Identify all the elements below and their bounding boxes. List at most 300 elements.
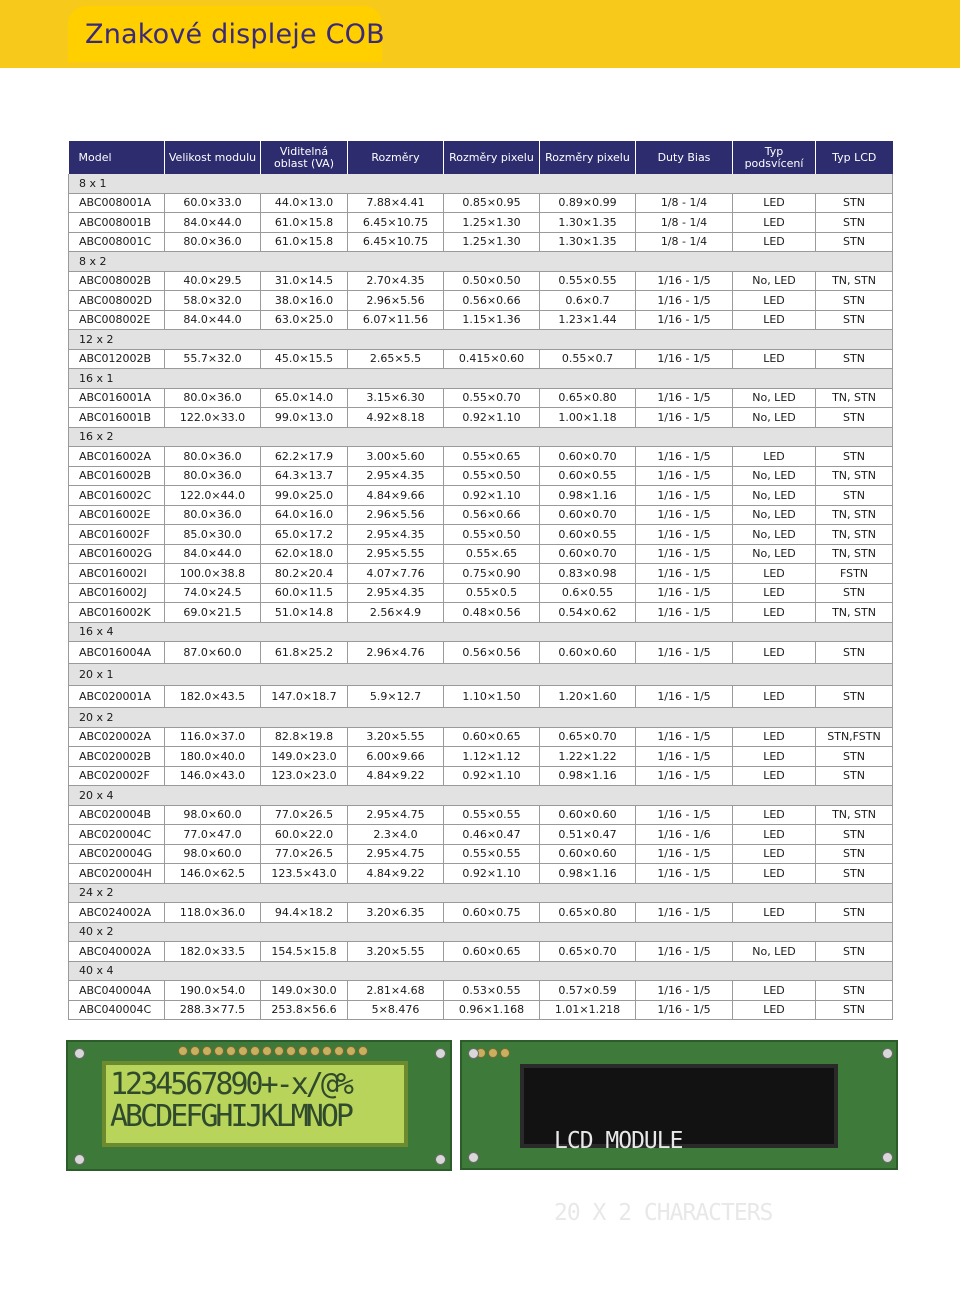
- table-cell: ABC040002A: [69, 942, 165, 962]
- table-cell: 0.89×0.99: [540, 193, 636, 213]
- table-cell: 1/16 - 1/5: [636, 544, 733, 564]
- table-cell: 1/16 - 1/5: [636, 486, 733, 506]
- table-cell: 2.81×4.68: [348, 981, 444, 1001]
- table-cell: 0.98×1.16: [540, 766, 636, 786]
- table-row: [69, 232, 893, 252]
- table-cell: LED: [733, 232, 816, 252]
- table-cell: 44.0×13.0: [261, 193, 348, 213]
- table-cell: 62.0×18.0: [261, 544, 348, 564]
- connector-pin: [226, 1046, 236, 1056]
- table-cell: 0.56×0.66: [444, 505, 540, 525]
- table-cell: LED: [733, 747, 816, 767]
- table-cell: 0.98×1.16: [540, 486, 636, 506]
- table-cell: 1/16 - 1/5: [636, 525, 733, 545]
- table-cell: STN: [816, 844, 893, 864]
- table-cell: 1/16 - 1/5: [636, 864, 733, 884]
- table-cell: 0.51×0.47: [540, 825, 636, 845]
- connector-pin: [202, 1046, 212, 1056]
- table-cell: 180.0×40.0: [165, 747, 261, 767]
- table-cell: No, LED: [733, 388, 816, 408]
- table-cell: ABC008002B: [69, 271, 165, 291]
- table-cell: 0.54×0.62: [540, 603, 636, 623]
- table-cell: 1/16 - 1/5: [636, 349, 733, 369]
- table-cell: 100.0×38.8: [165, 564, 261, 584]
- table-cell: 0.96×1.168: [444, 1000, 540, 1020]
- table-cell: 123.0×23.0: [261, 766, 348, 786]
- table-row: [69, 466, 893, 486]
- table-cell: 0.60×0.60: [540, 805, 636, 825]
- table-cell: LED: [733, 642, 816, 664]
- table-cell: 0.55×0.50: [444, 466, 540, 486]
- spec-table-container: [68, 141, 892, 1020]
- mounting-hole: [882, 1048, 893, 1059]
- table-cell: 4.84×9.22: [348, 864, 444, 884]
- table-cell: 0.65×0.80: [540, 388, 636, 408]
- table-cell: 1/16 - 1/5: [636, 388, 733, 408]
- table-row: [69, 642, 893, 664]
- table-cell: TN, STN: [816, 505, 893, 525]
- table-cell: ABC008002E: [69, 310, 165, 330]
- table-cell: No, LED: [733, 942, 816, 962]
- table-cell: 80.0×36.0: [165, 232, 261, 252]
- table-cell: 0.60×0.60: [540, 844, 636, 864]
- table-cell: 0.60×0.65: [444, 942, 540, 962]
- table-cell: 0.55×.65: [444, 544, 540, 564]
- table-cell: 1/16 - 1/5: [636, 727, 733, 747]
- table-cell: 77.0×47.0: [165, 825, 261, 845]
- table-cell: 2.95×4.75: [348, 805, 444, 825]
- table-cell: ABC016002E: [69, 505, 165, 525]
- table-cell: 1/16 - 1/5: [636, 505, 733, 525]
- table-cell: 2.95×4.35: [348, 466, 444, 486]
- table-cell: 0.55×0.55: [444, 805, 540, 825]
- table-cell: 60.0×11.5: [261, 583, 348, 603]
- table-row: [69, 291, 893, 311]
- table-cell: 1/16 - 1/5: [636, 603, 733, 623]
- table-cell: 61.8×25.2: [261, 642, 348, 664]
- table-cell: ABC008002D: [69, 291, 165, 311]
- green-lcd-line-1: 1234567890+-x/@%: [110, 1067, 351, 1102]
- table-cell: 84.0×44.0: [165, 310, 261, 330]
- table-cell: ABC040004A: [69, 981, 165, 1001]
- connector-pin: [310, 1046, 320, 1056]
- table-cell: 0.55×0.55: [444, 844, 540, 864]
- connector-pin: [322, 1046, 332, 1056]
- table-cell: STN: [816, 686, 893, 708]
- table-cell: 122.0×44.0: [165, 486, 261, 506]
- table-row: [69, 981, 893, 1001]
- table-row: [69, 603, 893, 623]
- table-cell: STN: [816, 349, 893, 369]
- table-cell: STN: [816, 310, 893, 330]
- table-cell: 77.0×26.5: [261, 844, 348, 864]
- table-cell: 0.48×0.56: [444, 603, 540, 623]
- table-cell: 1/16 - 1/5: [636, 466, 733, 486]
- table-cell: 0.53×0.55: [444, 981, 540, 1001]
- table-cell: 82.8×19.8: [261, 727, 348, 747]
- connector-pin: [274, 1046, 284, 1056]
- header-row: [69, 141, 893, 174]
- table-cell: 146.0×62.5: [165, 864, 261, 884]
- table-cell: 77.0×26.5: [261, 805, 348, 825]
- table-cell: 0.75×0.90: [444, 564, 540, 584]
- table-cell: 0.6×0.7: [540, 291, 636, 311]
- table-cell: 1/16 - 1/5: [636, 686, 733, 708]
- table-cell: STN: [816, 766, 893, 786]
- table-cell: 1/16 - 1/5: [636, 291, 733, 311]
- table-cell: LED: [733, 686, 816, 708]
- table-cell: 60.0×22.0: [261, 825, 348, 845]
- table-cell: 0.55×0.65: [444, 447, 540, 467]
- table-cell: 51.0×14.8: [261, 603, 348, 623]
- table-cell: ABC008001B: [69, 213, 165, 233]
- table-cell: 190.0×54.0: [165, 981, 261, 1001]
- table-cell: ABC008001A: [69, 193, 165, 213]
- table-cell: 94.4×18.2: [261, 903, 348, 923]
- table-cell: 65.0×17.2: [261, 525, 348, 545]
- table-cell: 0.55×0.50: [444, 525, 540, 545]
- table-cell: 7.88×4.41: [348, 193, 444, 213]
- table-cell: 0.92×1.10: [444, 766, 540, 786]
- connector-pin: [346, 1046, 356, 1056]
- table-cell: 149.0×23.0: [261, 747, 348, 767]
- table-cell: ABC020002A: [69, 727, 165, 747]
- table-row: [69, 388, 893, 408]
- table-cell: 1/16 - 1/5: [636, 942, 733, 962]
- table-cell: 1.01×1.218: [540, 1000, 636, 1020]
- table-cell: LED: [733, 583, 816, 603]
- table-row: [69, 583, 893, 603]
- table-cell: 64.3×13.7: [261, 466, 348, 486]
- table-row: [69, 727, 893, 747]
- table-cell: 1/16 - 1/5: [636, 564, 733, 584]
- group-label: 8 x 1: [69, 174, 893, 193]
- table-cell: ABC020004H: [69, 864, 165, 884]
- table-row: [69, 505, 893, 525]
- table-body: [69, 174, 893, 1020]
- table-cell: 3.00×5.60: [348, 447, 444, 467]
- connector-pin: [178, 1046, 188, 1056]
- table-cell: STN: [816, 447, 893, 467]
- table-cell: No, LED: [733, 525, 816, 545]
- table-cell: 4.84×9.66: [348, 486, 444, 506]
- mounting-hole: [435, 1154, 446, 1165]
- table-cell: 99.0×13.0: [261, 408, 348, 428]
- group-row: [69, 786, 893, 806]
- table-cell: 1.10×1.50: [444, 686, 540, 708]
- column-header: Velikost modulu: [165, 141, 261, 174]
- table-cell: LED: [733, 603, 816, 623]
- green-lcd-line-2: ABCDEFGHIJKLMNOP: [110, 1099, 351, 1134]
- table-cell: 154.5×15.8: [261, 942, 348, 962]
- table-cell: 98.0×60.0: [165, 844, 261, 864]
- group-label: 16 x 4: [69, 622, 893, 642]
- table-cell: 38.0×16.0: [261, 291, 348, 311]
- table-row: [69, 825, 893, 845]
- group-row: [69, 664, 893, 686]
- table-row: [69, 903, 893, 923]
- table-cell: STN,FSTN: [816, 727, 893, 747]
- table-cell: STN: [816, 408, 893, 428]
- table-row: [69, 564, 893, 584]
- table-cell: 1/16 - 1/5: [636, 642, 733, 664]
- table-cell: 0.60×0.70: [540, 544, 636, 564]
- group-label: 20 x 1: [69, 664, 893, 686]
- mounting-hole: [468, 1152, 479, 1163]
- table-cell: ABC020002F: [69, 766, 165, 786]
- connector-pin: [250, 1046, 260, 1056]
- table-row: [69, 408, 893, 428]
- table-cell: ABC016002G: [69, 544, 165, 564]
- table-cell: 2.95×4.75: [348, 844, 444, 864]
- table-cell: No, LED: [733, 544, 816, 564]
- table-cell: 1.25×1.30: [444, 213, 540, 233]
- table-cell: LED: [733, 349, 816, 369]
- table-cell: STN: [816, 981, 893, 1001]
- table-cell: 1.20×1.60: [540, 686, 636, 708]
- table-cell: STN: [816, 642, 893, 664]
- connector-pin: [214, 1046, 224, 1056]
- group-row: [69, 174, 893, 193]
- table-cell: 60.0×33.0: [165, 193, 261, 213]
- table-cell: 0.57×0.59: [540, 981, 636, 1001]
- table-row: [69, 486, 893, 506]
- table-cell: 0.56×0.56: [444, 642, 540, 664]
- table-cell: 1/16 - 1/5: [636, 271, 733, 291]
- table-cell: ABC008001C: [69, 232, 165, 252]
- table-cell: ABC024002A: [69, 903, 165, 923]
- table-cell: 84.0×44.0: [165, 213, 261, 233]
- column-header: Typ LCD: [816, 141, 893, 174]
- table-cell: STN: [816, 1000, 893, 1020]
- table-cell: 63.0×25.0: [261, 310, 348, 330]
- table-cell: STN: [816, 291, 893, 311]
- table-cell: 0.60×0.70: [540, 447, 636, 467]
- table-cell: ABC016001A: [69, 388, 165, 408]
- column-header: Rozměry pixelu: [444, 141, 540, 174]
- table-cell: ABC020004C: [69, 825, 165, 845]
- table-cell: 1/16 - 1/5: [636, 310, 733, 330]
- table-cell: STN: [816, 747, 893, 767]
- table-cell: 1/16 - 1/5: [636, 447, 733, 467]
- table-cell: STN: [816, 825, 893, 845]
- table-cell: 0.83×0.98: [540, 564, 636, 584]
- table-row: [69, 193, 893, 213]
- table-cell: 69.0×21.5: [165, 603, 261, 623]
- table-cell: 0.56×0.66: [444, 291, 540, 311]
- table-cell: 2.95×5.55: [348, 544, 444, 564]
- table-cell: 122.0×33.0: [165, 408, 261, 428]
- table-cell: 118.0×36.0: [165, 903, 261, 923]
- table-cell: ABC016002J: [69, 583, 165, 603]
- table-row: [69, 1000, 893, 1020]
- table-cell: 2.96×4.76: [348, 642, 444, 664]
- table-cell: ABC020001A: [69, 686, 165, 708]
- group-label: 16 x 1: [69, 369, 893, 389]
- group-row: [69, 369, 893, 389]
- table-cell: 1/16 - 1/5: [636, 805, 733, 825]
- table-cell: 1/16 - 1/5: [636, 583, 733, 603]
- table-row: [69, 747, 893, 767]
- table-cell: STN: [816, 942, 893, 962]
- table-cell: 80.0×36.0: [165, 466, 261, 486]
- table-row: [69, 766, 893, 786]
- table-cell: STN: [816, 193, 893, 213]
- table-cell: 80.2×20.4: [261, 564, 348, 584]
- connector-pin: [238, 1046, 248, 1056]
- table-cell: TN, STN: [816, 388, 893, 408]
- group-row: [69, 622, 893, 642]
- table-cell: 58.0×32.0: [165, 291, 261, 311]
- table-cell: 4.84×9.22: [348, 766, 444, 786]
- table-cell: 1/16 - 1/5: [636, 408, 733, 428]
- black-lcd-module-photo: [460, 1040, 898, 1226]
- table-cell: STN: [816, 583, 893, 603]
- table-cell: 0.85×0.95: [444, 193, 540, 213]
- green-lcd-module-photo: [66, 1040, 452, 1171]
- table-row: [69, 271, 893, 291]
- table-cell: LED: [733, 727, 816, 747]
- table-cell: ABC016001B: [69, 408, 165, 428]
- table-cell: 62.2×17.9: [261, 447, 348, 467]
- table-cell: 123.5×43.0: [261, 864, 348, 884]
- black-lcd-screen: [520, 1064, 838, 1226]
- column-header: Typ podsvícení: [733, 141, 816, 174]
- table-cell: 0.55×0.5: [444, 583, 540, 603]
- group-row: [69, 708, 893, 728]
- column-header: Rozměry pixelu: [540, 141, 636, 174]
- table-cell: 1/16 - 1/5: [636, 844, 733, 864]
- mounting-hole: [435, 1048, 446, 1059]
- table-cell: 1.30×1.35: [540, 213, 636, 233]
- table-cell: STN: [816, 486, 893, 506]
- connector-pin: [500, 1048, 510, 1058]
- table-cell: 4.92×8.18: [348, 408, 444, 428]
- group-label: 8 x 2: [69, 252, 893, 272]
- table-cell: 1/16 - 1/5: [636, 766, 733, 786]
- connector-pin: [262, 1046, 272, 1056]
- table-cell: 0.60×0.70: [540, 505, 636, 525]
- column-header: Model: [69, 141, 165, 174]
- table-cell: 2.96×5.56: [348, 505, 444, 525]
- table-cell: 253.8×56.6: [261, 1000, 348, 1020]
- table-cell: 6.00×9.66: [348, 747, 444, 767]
- table-cell: 2.95×4.35: [348, 583, 444, 603]
- connector-pin: [286, 1046, 296, 1056]
- table-cell: 99.0×25.0: [261, 486, 348, 506]
- table-row: [69, 942, 893, 962]
- table-cell: 31.0×14.5: [261, 271, 348, 291]
- connector-pin: [298, 1046, 308, 1056]
- table-cell: 0.98×1.16: [540, 864, 636, 884]
- table-cell: No, LED: [733, 271, 816, 291]
- table-cell: 0.92×1.10: [444, 408, 540, 428]
- black-lcd-line-1: LCD MODULE: [554, 1128, 683, 1154]
- table-cell: 61.0×15.8: [261, 232, 348, 252]
- group-label: 12 x 2: [69, 330, 893, 350]
- mounting-hole: [882, 1152, 893, 1163]
- column-header: Duty Bias: [636, 141, 733, 174]
- table-cell: 40.0×29.5: [165, 271, 261, 291]
- table-cell: ABC016002F: [69, 525, 165, 545]
- table-cell: 0.60×0.55: [540, 466, 636, 486]
- table-cell: 1.30×1.35: [540, 232, 636, 252]
- table-cell: 0.415×0.60: [444, 349, 540, 369]
- table-cell: ABC016002B: [69, 466, 165, 486]
- table-cell: 3.15×6.30: [348, 388, 444, 408]
- table-cell: 1/16 - 1/5: [636, 981, 733, 1001]
- group-label: 40 x 4: [69, 961, 893, 981]
- spec-table: [68, 141, 893, 1020]
- table-cell: 0.55×0.70: [444, 388, 540, 408]
- group-label: 20 x 2: [69, 708, 893, 728]
- table-cell: 55.7×32.0: [165, 349, 261, 369]
- table-cell: 116.0×37.0: [165, 727, 261, 747]
- table-cell: No, LED: [733, 505, 816, 525]
- table-cell: ABC020002B: [69, 747, 165, 767]
- table-cell: STN: [816, 213, 893, 233]
- table-cell: 2.70×4.35: [348, 271, 444, 291]
- table-cell: 1/16 - 1/5: [636, 1000, 733, 1020]
- table-cell: 1/16 - 1/6: [636, 825, 733, 845]
- table-cell: TN, STN: [816, 544, 893, 564]
- table-cell: 0.6×0.55: [540, 583, 636, 603]
- column-header: Viditelná oblast (VA): [261, 141, 348, 174]
- connector-pin: [190, 1046, 200, 1056]
- table-cell: 65.0×14.0: [261, 388, 348, 408]
- table-cell: 87.0×60.0: [165, 642, 261, 664]
- table-cell: ABC020004B: [69, 805, 165, 825]
- table-cell: TN, STN: [816, 271, 893, 291]
- table-cell: 80.0×36.0: [165, 388, 261, 408]
- table-cell: LED: [733, 1000, 816, 1020]
- table-cell: 1.12×1.12: [444, 747, 540, 767]
- table-row: [69, 864, 893, 884]
- black-lcd-line-2: 20 X 2 CHARACTERS: [554, 1200, 773, 1226]
- table-cell: 0.60×0.55: [540, 525, 636, 545]
- table-cell: 0.60×0.60: [540, 642, 636, 664]
- table-cell: No, LED: [733, 466, 816, 486]
- group-row: [69, 961, 893, 981]
- table-cell: 45.0×15.5: [261, 349, 348, 369]
- table-cell: TN, STN: [816, 603, 893, 623]
- group-row: [69, 252, 893, 272]
- table-cell: 5.9×12.7: [348, 686, 444, 708]
- table-cell: 5×8.476: [348, 1000, 444, 1020]
- table-cell: 3.20×5.55: [348, 727, 444, 747]
- table-row: [69, 213, 893, 233]
- table-cell: 1.00×1.18: [540, 408, 636, 428]
- table-cell: 182.0×33.5: [165, 942, 261, 962]
- table-cell: 64.0×16.0: [261, 505, 348, 525]
- table-row: [69, 805, 893, 825]
- table-cell: LED: [733, 447, 816, 467]
- table-cell: 6.07×11.56: [348, 310, 444, 330]
- table-cell: 0.92×1.10: [444, 486, 540, 506]
- table-cell: 61.0×15.8: [261, 213, 348, 233]
- table-cell: 0.55×0.7: [540, 349, 636, 369]
- table-cell: 2.3×4.0: [348, 825, 444, 845]
- table-cell: ABC016002K: [69, 603, 165, 623]
- table-cell: 3.20×6.35: [348, 903, 444, 923]
- table-cell: LED: [733, 844, 816, 864]
- group-row: [69, 922, 893, 942]
- table-cell: 80.0×36.0: [165, 447, 261, 467]
- table-cell: TN, STN: [816, 525, 893, 545]
- table-cell: 1/16 - 1/5: [636, 903, 733, 923]
- table-cell: STN: [816, 232, 893, 252]
- table-cell: 1.25×1.30: [444, 232, 540, 252]
